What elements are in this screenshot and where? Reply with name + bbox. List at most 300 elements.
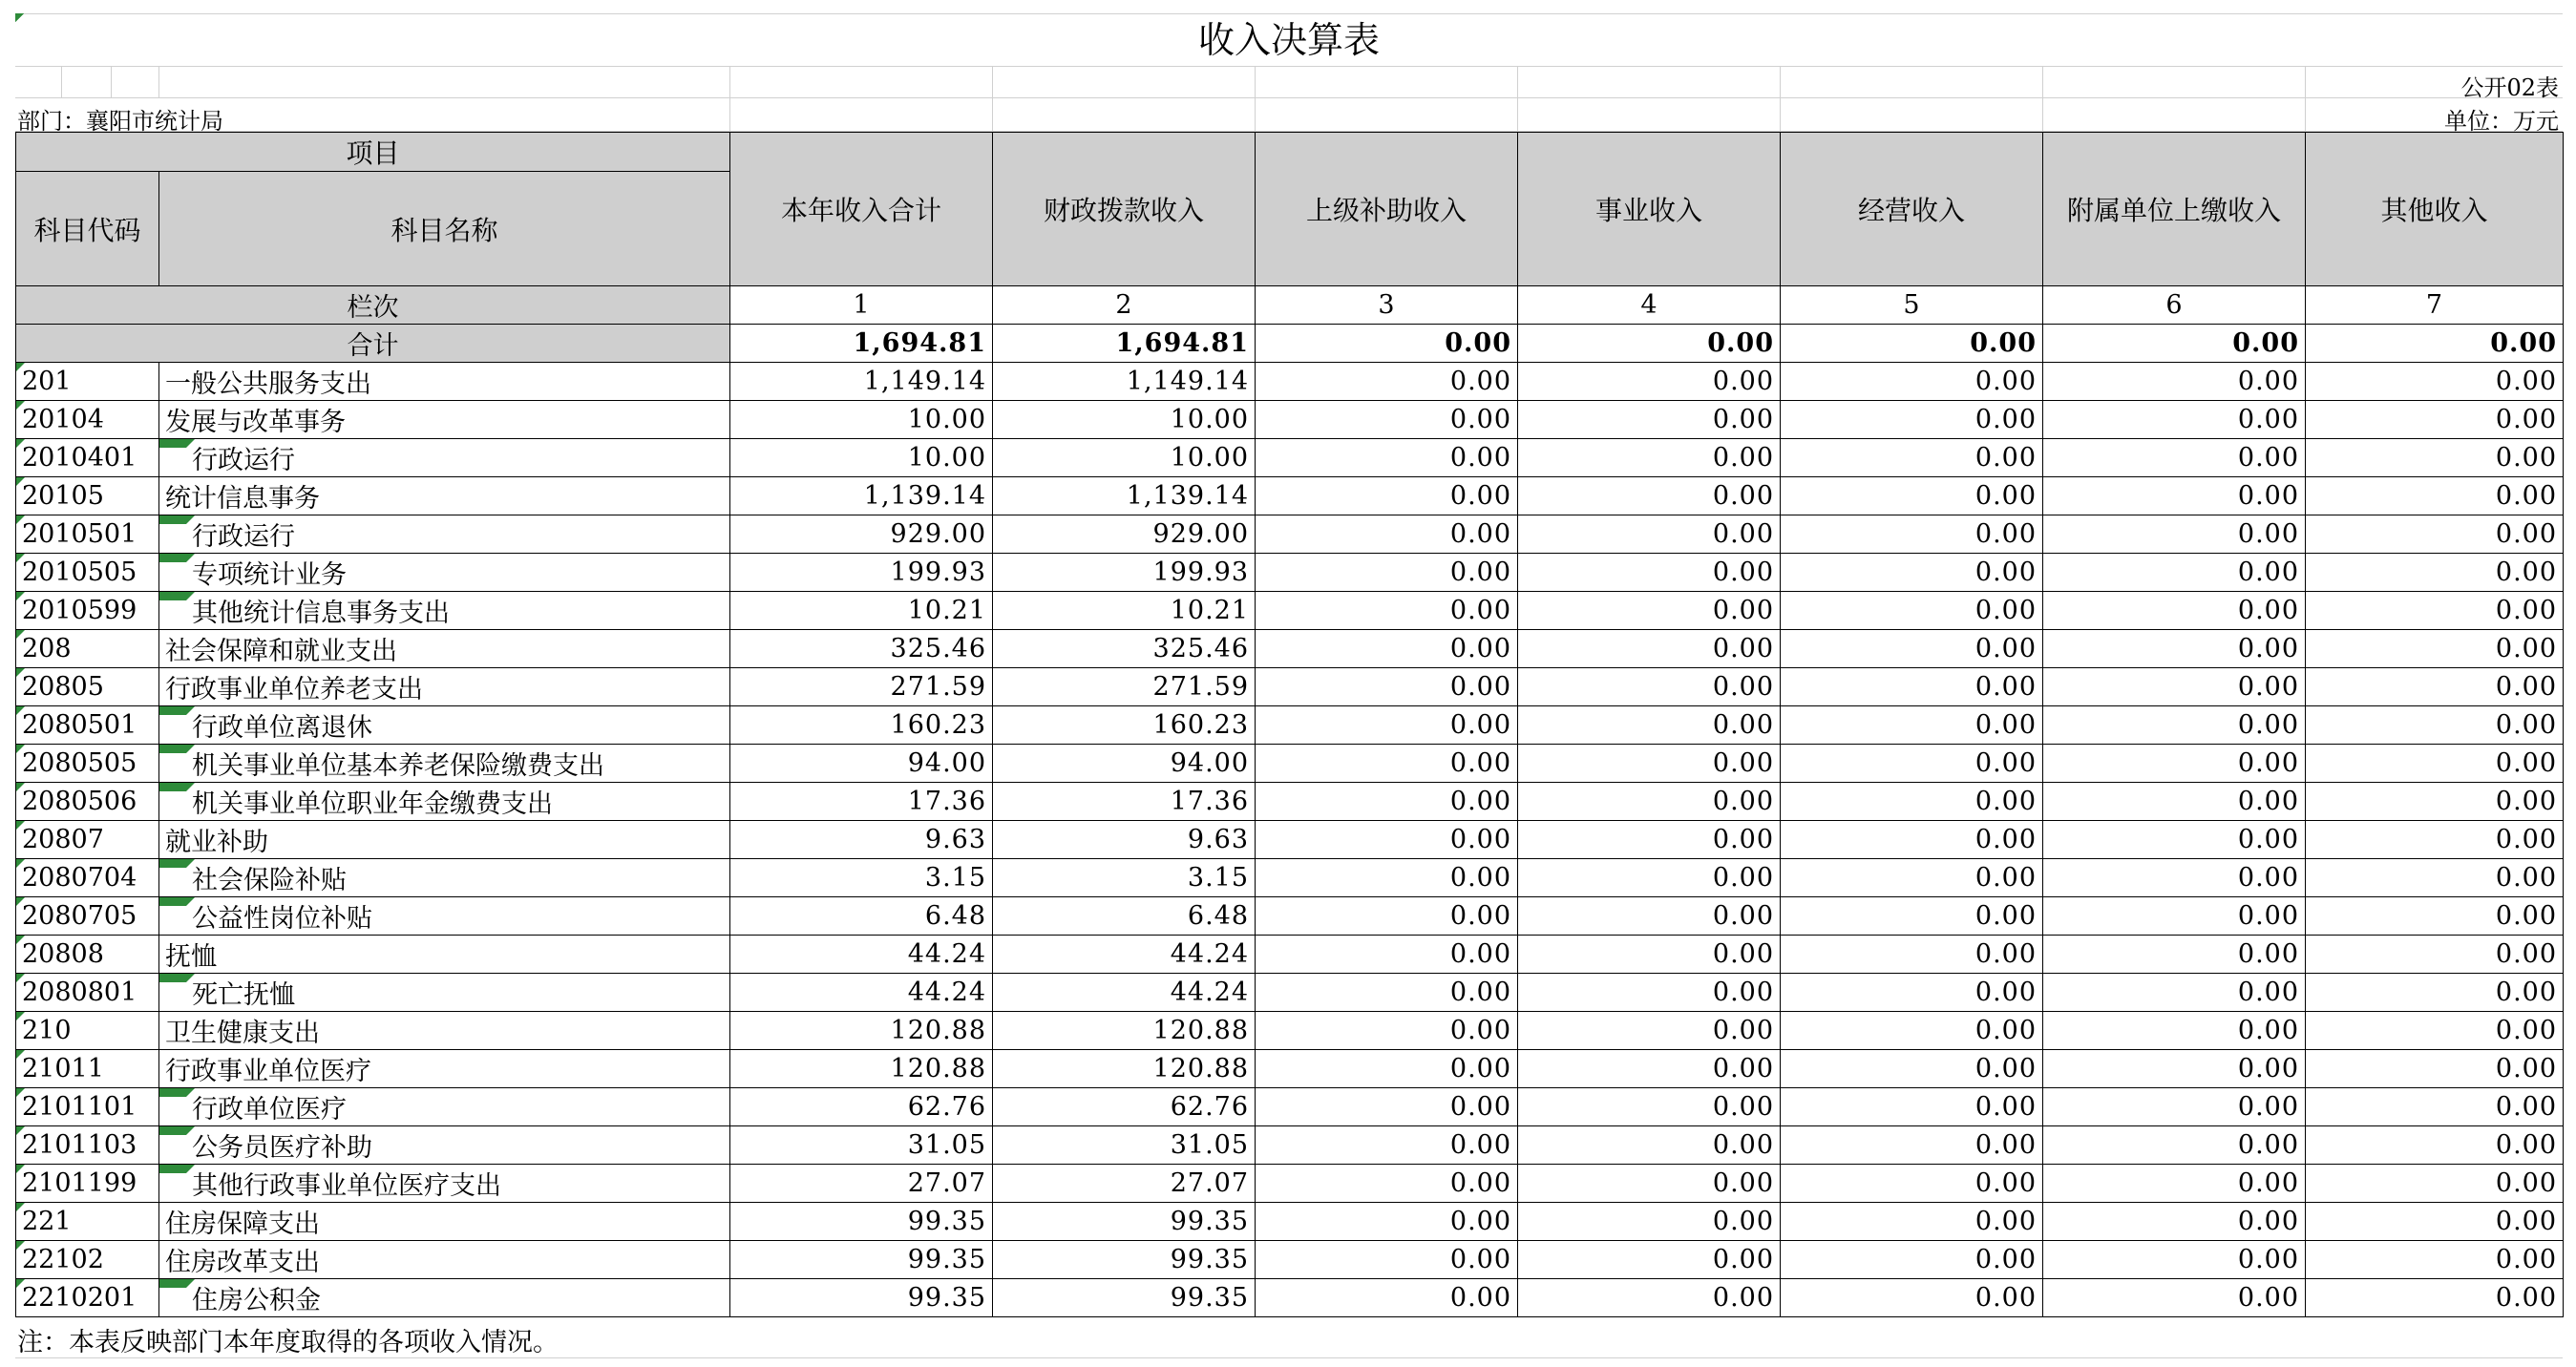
- amount-cell: 0.00: [2043, 1012, 2306, 1050]
- table-row: [16, 477, 2564, 515]
- subject-code: 22102: [16, 1241, 159, 1279]
- amount-cell: 10.21: [993, 592, 1256, 630]
- amount-cell: 0.00: [1518, 859, 1781, 897]
- subject-code: 2010401: [16, 439, 159, 477]
- cell-marker: [159, 439, 195, 448]
- amount-cell: 10.00: [993, 401, 1256, 439]
- amount-cell: 0.00: [1781, 1088, 2043, 1126]
- table-row: [16, 1126, 2564, 1165]
- grid-line: [1780, 98, 1781, 131]
- column-number: 6: [2043, 286, 2306, 325]
- amount-cell: 31.05: [730, 1126, 993, 1165]
- table-row: [16, 1203, 2564, 1241]
- cell-marker: [16, 401, 25, 410]
- amount-cell: 0.00: [1256, 515, 1518, 554]
- form-number: 公开02表: [2460, 74, 2559, 101]
- amount-cell: 0.00: [2043, 1241, 2306, 1279]
- amount-cell: 99.35: [993, 1279, 1256, 1317]
- grid-line: [158, 67, 159, 97]
- subject-name: 抚恤: [159, 936, 730, 974]
- amount-cell: 0.00: [2306, 363, 2564, 401]
- column-number: 3: [1256, 286, 1518, 325]
- subject-code: 2210201: [16, 1279, 159, 1317]
- amount-cell: 0.00: [2306, 1203, 2564, 1241]
- subject-code: 2101199: [16, 1165, 159, 1203]
- header-item: 项目: [16, 133, 730, 172]
- grid-line: [2305, 67, 2306, 97]
- column-number: 2: [993, 286, 1256, 325]
- amount-cell: 27.07: [993, 1165, 1256, 1203]
- amount-cell: 44.24: [993, 974, 1256, 1012]
- amount-cell: 0.00: [1781, 783, 2043, 821]
- grid-line: [1780, 67, 1781, 97]
- subject-code: 2080801: [16, 974, 159, 1012]
- subject-name: 住房保障支出: [159, 1203, 730, 1241]
- amount-cell: 0.00: [1518, 630, 1781, 668]
- amount-cell: 0.00: [2043, 477, 2306, 515]
- amount-cell: 0.00: [2043, 936, 2306, 974]
- table-row: [16, 668, 2564, 706]
- total-value: 1,694.81: [730, 325, 993, 363]
- amount-cell: 160.23: [993, 706, 1256, 745]
- subject-code: 2080506: [16, 783, 159, 821]
- cell-marker: [16, 974, 25, 982]
- subject-code: 2080501: [16, 706, 159, 745]
- amount-cell: 0.00: [2043, 515, 2306, 554]
- cell-marker: [16, 783, 25, 791]
- header-col-7: 其他收入: [2306, 133, 2564, 286]
- amount-cell: 0.00: [1256, 554, 1518, 592]
- amount-cell: 0.00: [2306, 1165, 2564, 1203]
- cell-marker: [16, 515, 25, 524]
- income-table: [15, 132, 2564, 1317]
- page-title: 收入决算表: [15, 13, 2563, 67]
- amount-cell: 0.00: [1256, 1012, 1518, 1050]
- amount-cell: 1,149.14: [730, 363, 993, 401]
- cell-marker: [159, 706, 195, 715]
- cell-marker: [159, 592, 195, 600]
- amount-cell: 10.00: [993, 439, 1256, 477]
- amount-cell: 0.00: [2306, 1050, 2564, 1088]
- amount-cell: 0.00: [1518, 1203, 1781, 1241]
- amount-cell: 0.00: [1781, 401, 2043, 439]
- amount-cell: 0.00: [1256, 859, 1518, 897]
- amount-cell: 0.00: [1518, 974, 1781, 1012]
- amount-cell: 0.00: [1781, 745, 2043, 783]
- cell-marker: [159, 1279, 195, 1288]
- amount-cell: 0.00: [2306, 897, 2564, 936]
- cell-marker: [16, 936, 25, 944]
- cell-marker: [159, 859, 195, 868]
- amount-cell: 0.00: [2043, 1203, 2306, 1241]
- amount-cell: 0.00: [1256, 668, 1518, 706]
- amount-cell: 0.00: [2306, 745, 2564, 783]
- subject-name: 机关事业单位基本养老保险缴费支出: [159, 745, 730, 783]
- amount-cell: 0.00: [1256, 745, 1518, 783]
- amount-cell: 0.00: [2306, 783, 2564, 821]
- cell-marker: [159, 897, 195, 906]
- subject-name: 一般公共服务支出: [159, 363, 730, 401]
- subject-name: 机关事业单位职业年金缴费支出: [159, 783, 730, 821]
- amount-cell: 0.00: [1256, 936, 1518, 974]
- amount-cell: 0.00: [1518, 515, 1781, 554]
- subject-code: 2010501: [16, 515, 159, 554]
- amount-cell: 0.00: [2306, 668, 2564, 706]
- amount-cell: 0.00: [1256, 1241, 1518, 1279]
- amount-cell: 0.00: [1256, 1165, 1518, 1203]
- cell-marker: [159, 974, 195, 982]
- amount-cell: 0.00: [1518, 897, 1781, 936]
- amount-cell: 0.00: [1518, 745, 1781, 783]
- amount-cell: 9.63: [993, 821, 1256, 859]
- amount-cell: 10.00: [730, 439, 993, 477]
- amount-cell: 0.00: [1781, 1165, 2043, 1203]
- cell-marker: [159, 1165, 195, 1173]
- amount-cell: 0.00: [1256, 630, 1518, 668]
- amount-cell: 0.00: [1256, 1050, 1518, 1088]
- amount-cell: 0.00: [1256, 1088, 1518, 1126]
- cell-marker: [16, 859, 25, 868]
- subject-name: 就业补助: [159, 821, 730, 859]
- amount-cell: 0.00: [1256, 1203, 1518, 1241]
- header-name: 科目名称: [159, 172, 730, 286]
- amount-cell: 62.76: [730, 1088, 993, 1126]
- amount-cell: 0.00: [1518, 554, 1781, 592]
- subject-name: 行政单位离退休: [159, 706, 730, 745]
- amount-cell: 0.00: [1256, 592, 1518, 630]
- amount-cell: 3.15: [730, 859, 993, 897]
- amount-cell: 0.00: [1518, 363, 1781, 401]
- amount-cell: 0.00: [1518, 1012, 1781, 1050]
- cell-marker: [16, 592, 25, 600]
- amount-cell: 10.21: [730, 592, 993, 630]
- amount-cell: 0.00: [1518, 668, 1781, 706]
- grid-line: [2042, 67, 2043, 97]
- subject-code: 2010505: [16, 554, 159, 592]
- amount-cell: 0.00: [1781, 515, 2043, 554]
- amount-cell: 0.00: [2043, 1088, 2306, 1126]
- spreadsheet: [15, 13, 2563, 1358]
- column-number: 7: [2306, 286, 2564, 325]
- amount-cell: 0.00: [2306, 706, 2564, 745]
- subject-name: 行政运行: [159, 439, 730, 477]
- amount-cell: 0.00: [1518, 936, 1781, 974]
- amount-cell: 120.88: [993, 1050, 1256, 1088]
- amount-cell: 0.00: [2306, 821, 2564, 859]
- department-label: 部门：襄阳市统计局: [17, 108, 223, 135]
- amount-cell: 0.00: [1781, 1203, 2043, 1241]
- amount-cell: 160.23: [730, 706, 993, 745]
- amount-cell: 0.00: [1781, 668, 2043, 706]
- table-row: [16, 706, 2564, 745]
- subject-code: 20104: [16, 401, 159, 439]
- total-row: [16, 325, 2564, 363]
- amount-cell: 0.00: [1518, 1241, 1781, 1279]
- amount-cell: 0.00: [1256, 1279, 1518, 1317]
- amount-cell: 6.48: [730, 897, 993, 936]
- amount-cell: 0.00: [1781, 554, 2043, 592]
- amount-cell: 0.00: [2043, 363, 2306, 401]
- header-col-5: 经营收入: [1781, 133, 2043, 286]
- amount-cell: 0.00: [1781, 1050, 2043, 1088]
- subject-name: 行政运行: [159, 515, 730, 554]
- amount-cell: 0.00: [1518, 401, 1781, 439]
- table-row: [16, 401, 2564, 439]
- amount-cell: 0.00: [2306, 1279, 2564, 1317]
- amount-cell: 199.93: [993, 554, 1256, 592]
- subject-name: 社会保险补贴: [159, 859, 730, 897]
- total-label: 合计: [16, 325, 730, 363]
- subject-name: 住房公积金: [159, 1279, 730, 1317]
- subject-name: 公务员医疗补助: [159, 1126, 730, 1165]
- amount-cell: 0.00: [2306, 1126, 2564, 1165]
- amount-cell: 0.00: [2043, 439, 2306, 477]
- grid-line: [729, 98, 730, 131]
- amount-cell: 1,139.14: [730, 477, 993, 515]
- subject-name: 行政事业单位医疗: [159, 1050, 730, 1088]
- amount-cell: 120.88: [993, 1012, 1256, 1050]
- subject-name: 其他行政事业单位医疗支出: [159, 1165, 730, 1203]
- amount-cell: 0.00: [1256, 401, 1518, 439]
- table-row: [16, 974, 2564, 1012]
- subject-name: 死亡抚恤: [159, 974, 730, 1012]
- amount-cell: 0.00: [1781, 974, 2043, 1012]
- amount-cell: 27.07: [730, 1165, 993, 1203]
- amount-cell: 0.00: [2306, 439, 2564, 477]
- subject-name: 专项统计业务: [159, 554, 730, 592]
- cell-marker: [159, 1088, 195, 1097]
- amount-cell: 0.00: [1518, 477, 1781, 515]
- amount-cell: 10.00: [730, 401, 993, 439]
- table-row: [16, 1279, 2564, 1317]
- subject-code: 201: [16, 363, 159, 401]
- amount-cell: 0.00: [1256, 439, 1518, 477]
- grid-line: [2042, 98, 2043, 131]
- table-row: [16, 1088, 2564, 1126]
- grid-line: [729, 67, 730, 97]
- amount-cell: 17.36: [730, 783, 993, 821]
- amount-cell: 120.88: [730, 1050, 993, 1088]
- amount-cell: 0.00: [2306, 592, 2564, 630]
- amount-cell: 0.00: [2306, 401, 2564, 439]
- subject-code: 20105: [16, 477, 159, 515]
- amount-cell: 0.00: [2043, 821, 2306, 859]
- amount-cell: 44.24: [730, 936, 993, 974]
- grid-line: [992, 98, 993, 131]
- cell-marker: [16, 1088, 25, 1097]
- column-number: 5: [1781, 286, 2043, 325]
- column-number: 4: [1518, 286, 1781, 325]
- amount-cell: 0.00: [2043, 592, 2306, 630]
- table-row: [16, 592, 2564, 630]
- subject-code: 20808: [16, 936, 159, 974]
- total-value: 0.00: [2306, 325, 2564, 363]
- subject-name: 行政事业单位养老支出: [159, 668, 730, 706]
- amount-cell: 0.00: [2043, 1279, 2306, 1317]
- amount-cell: 0.00: [2306, 936, 2564, 974]
- header-col-3: 上级补助收入: [1256, 133, 1518, 286]
- table-row: [16, 363, 2564, 401]
- column-number-row: [16, 286, 2564, 325]
- amount-cell: 99.35: [730, 1203, 993, 1241]
- amount-cell: 929.00: [730, 515, 993, 554]
- table-row: [16, 1241, 2564, 1279]
- header-col-4: 事业收入: [1518, 133, 1781, 286]
- amount-cell: 0.00: [1256, 363, 1518, 401]
- amount-cell: 0.00: [1781, 439, 2043, 477]
- amount-cell: 0.00: [1518, 439, 1781, 477]
- cell-marker: [159, 554, 195, 562]
- amount-cell: 99.35: [993, 1241, 1256, 1279]
- amount-cell: 0.00: [2306, 515, 2564, 554]
- cell-marker: [159, 1126, 195, 1135]
- amount-cell: 0.00: [1256, 477, 1518, 515]
- amount-cell: 0.00: [1781, 1241, 2043, 1279]
- subject-code: 2101103: [16, 1126, 159, 1165]
- cell-marker: [16, 630, 25, 639]
- cell-marker: [159, 515, 195, 524]
- header-col-2: 财政拨款收入: [993, 133, 1256, 286]
- table-row: [16, 515, 2564, 554]
- cell-marker: [16, 554, 25, 562]
- amount-cell: 0.00: [1781, 1126, 2043, 1165]
- cell-marker: [16, 897, 25, 906]
- amount-cell: 0.00: [1781, 1279, 2043, 1317]
- header-code: 科目代码: [16, 172, 159, 286]
- table-row: [16, 554, 2564, 592]
- amount-cell: 0.00: [1518, 821, 1781, 859]
- department-row: [15, 98, 2563, 135]
- cell-marker: [16, 1050, 25, 1059]
- cell-marker: [16, 821, 25, 830]
- table-row: [16, 439, 2564, 477]
- amount-cell: 0.00: [1256, 1126, 1518, 1165]
- amount-cell: 99.35: [730, 1241, 993, 1279]
- subject-code: 2080705: [16, 897, 159, 936]
- amount-cell: 0.00: [1256, 783, 1518, 821]
- amount-cell: 9.63: [730, 821, 993, 859]
- amount-cell: 0.00: [2043, 554, 2306, 592]
- grid-line: [111, 67, 112, 97]
- amount-cell: 94.00: [730, 745, 993, 783]
- amount-cell: 0.00: [1518, 706, 1781, 745]
- amount-cell: 3.15: [993, 859, 1256, 897]
- cell-marker: [16, 477, 25, 486]
- total-value: 0.00: [1781, 325, 2043, 363]
- table-row: [16, 821, 2564, 859]
- subject-code: 2080505: [16, 745, 159, 783]
- subject-name: 发展与改革事务: [159, 401, 730, 439]
- amount-cell: 44.24: [730, 974, 993, 1012]
- amount-cell: 120.88: [730, 1012, 993, 1050]
- amount-cell: 0.00: [1781, 630, 2043, 668]
- header-col-6: 附属单位上缴收入: [2043, 133, 2306, 286]
- amount-cell: 325.46: [730, 630, 993, 668]
- amount-cell: 0.00: [1781, 897, 2043, 936]
- table-row: [16, 897, 2564, 936]
- amount-cell: 199.93: [730, 554, 993, 592]
- subject-name: 公益性岗位补贴: [159, 897, 730, 936]
- amount-cell: 0.00: [1781, 859, 2043, 897]
- amount-cell: 0.00: [2306, 477, 2564, 515]
- amount-cell: 17.36: [993, 783, 1256, 821]
- subject-name: 社会保障和就业支出: [159, 630, 730, 668]
- cell-marker: [16, 1279, 25, 1288]
- amount-cell: 0.00: [2043, 897, 2306, 936]
- amount-cell: 0.00: [2043, 1126, 2306, 1165]
- table-body: [16, 286, 2564, 1317]
- amount-cell: 0.00: [1518, 1050, 1781, 1088]
- subject-name: 住房改革支出: [159, 1241, 730, 1279]
- cell-marker: [159, 745, 195, 753]
- table-row: [16, 936, 2564, 974]
- subject-code: 21011: [16, 1050, 159, 1088]
- cell-marker: [16, 1165, 25, 1173]
- amount-cell: 0.00: [2043, 401, 2306, 439]
- amount-cell: 0.00: [2043, 630, 2306, 668]
- amount-cell: 94.00: [993, 745, 1256, 783]
- amount-cell: 0.00: [2306, 554, 2564, 592]
- subject-code: 2080704: [16, 859, 159, 897]
- amount-cell: 0.00: [1518, 1279, 1781, 1317]
- amount-cell: 0.00: [2043, 1165, 2306, 1203]
- amount-cell: 0.00: [1781, 363, 2043, 401]
- cell-marker: [16, 363, 25, 371]
- amount-cell: 929.00: [993, 515, 1256, 554]
- grid-line: [992, 67, 993, 97]
- subject-name: 统计信息事务: [159, 477, 730, 515]
- table-row: [16, 745, 2564, 783]
- subject-code: 210: [16, 1012, 159, 1050]
- amount-cell: 0.00: [1781, 706, 2043, 745]
- amount-cell: 0.00: [2306, 1088, 2564, 1126]
- header-col-1: 本年收入合计: [730, 133, 993, 286]
- unit-label: 单位：万元: [2444, 108, 2559, 135]
- amount-cell: 0.00: [2306, 1241, 2564, 1279]
- cell-marker: [16, 1203, 25, 1211]
- amount-cell: 62.76: [993, 1088, 1256, 1126]
- amount-cell: 0.00: [1781, 1012, 2043, 1050]
- amount-cell: 1,149.14: [993, 363, 1256, 401]
- table-row: [16, 783, 2564, 821]
- cell-marker: [16, 439, 25, 448]
- table-row: [16, 1165, 2564, 1203]
- form-number-row: [15, 67, 2563, 101]
- amount-cell: 0.00: [2306, 974, 2564, 1012]
- cell-marker: [16, 745, 25, 753]
- amount-cell: 0.00: [1781, 936, 2043, 974]
- subject-name: 卫生健康支出: [159, 1012, 730, 1050]
- amount-cell: 0.00: [2306, 630, 2564, 668]
- amount-cell: 0.00: [1256, 821, 1518, 859]
- amount-cell: 99.35: [993, 1203, 1256, 1241]
- table-row: [16, 1050, 2564, 1088]
- amount-cell: 0.00: [1518, 1088, 1781, 1126]
- total-value: 1,694.81: [993, 325, 1256, 363]
- subject-code: 2101101: [16, 1088, 159, 1126]
- amount-cell: 0.00: [2043, 859, 2306, 897]
- grid-line: [1517, 98, 1518, 131]
- grid-line: [2305, 98, 2306, 131]
- amount-cell: 0.00: [2306, 1012, 2564, 1050]
- row-label: 栏次: [16, 286, 730, 325]
- amount-cell: 0.00: [1518, 1126, 1781, 1165]
- amount-cell: 0.00: [2043, 1050, 2306, 1088]
- cell-marker: [16, 1126, 25, 1135]
- cell-marker: [16, 706, 25, 715]
- grid-line: [1517, 67, 1518, 97]
- amount-cell: 271.59: [993, 668, 1256, 706]
